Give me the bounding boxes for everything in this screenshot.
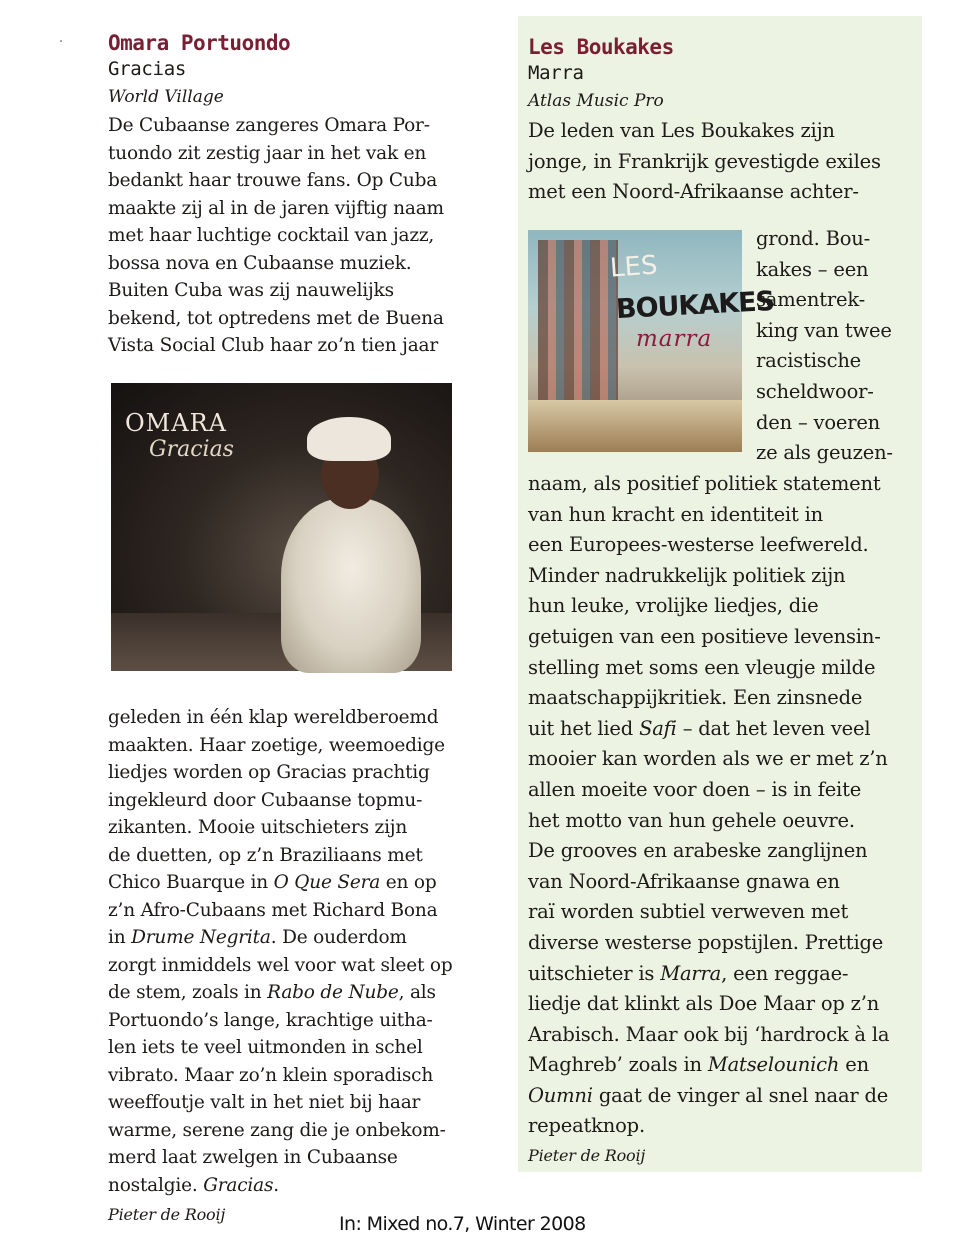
song-title: Rabo de Nube — [267, 982, 399, 1003]
review-body-top — [108, 112, 463, 360]
text-line: stelling met soms een vleugje milde — [528, 655, 876, 679]
song-title: Oumni — [528, 1083, 593, 1107]
text-line: De leden van Les Boukakes zijn — [528, 119, 835, 142]
album-mention: Gracias — [203, 1174, 274, 1196]
cover-band-prefix: LES — [609, 250, 659, 284]
text-line: liedjes worden op Gracias prachtig — [108, 762, 430, 783]
cover-title: OMARA — [125, 409, 227, 437]
text-line: maakte zij al in de jaren vijftig naam — [108, 197, 444, 219]
record-label: World Village — [108, 87, 224, 107]
review-boukakes — [528, 34, 920, 208]
text-line: bekend, tot optredens met de Buena — [108, 307, 444, 329]
album-title: Marra — [528, 62, 584, 84]
artist-title: Les Boukakes — [528, 35, 674, 59]
song-title: Marra — [660, 961, 722, 985]
cover-figure-dress — [281, 498, 421, 673]
cover-sand — [528, 400, 742, 452]
record-label: Atlas Music Pro — [528, 91, 664, 111]
text-line: liedje dat klinkt als Doe Maar op z’n — [528, 992, 880, 1016]
text-line: de duetten, op z’n Braziliaans met — [108, 844, 423, 866]
review-body-top — [528, 116, 920, 208]
cover-building — [538, 240, 618, 410]
text-line: bedankt haar trouwe fans. Op Cuba — [108, 170, 438, 191]
text-line: in Drume Negrita. De ouderdom — [108, 927, 407, 948]
text-line: naam, als positief politiek statement — [528, 472, 881, 495]
review-omara — [108, 30, 463, 360]
text-line: van hun kracht en identiteit in — [528, 502, 823, 526]
text-line: Arabisch. Maar ook bij ‘hardrock à la — [528, 1022, 890, 1046]
text-line: Oumni gaat de vinger al snel naar de — [528, 1083, 889, 1107]
text-line: maakten. Haar zoetige, weemoedige — [108, 734, 445, 756]
text-line: nostalgie. Gracias. — [108, 1174, 279, 1196]
text-line: king van twee — [756, 318, 892, 342]
text-line: met een Noord-Afrikaanse achter- — [528, 180, 859, 204]
song-title: Safi — [639, 716, 677, 740]
cover-band-name: BOUKAKES — [615, 285, 775, 326]
text-line: getuigen van een positieve levensin- — [528, 624, 881, 648]
artist-title: Omara Portuondo — [108, 31, 291, 55]
cover-album-name: marra — [636, 326, 713, 352]
text-line: Portuondo’s lange, krachtige uitha- — [108, 1009, 433, 1031]
text-line: diverse westerse popstijlen. Prettige — [528, 930, 884, 954]
text-line: scheldwoor- — [756, 379, 874, 403]
text-line: merd laat zwelgen in Cubaanse — [108, 1147, 398, 1168]
text-line: De grooves en arabeske zanglijnen — [528, 839, 868, 863]
text-line: den – voeren — [756, 410, 881, 434]
text-line: z’n Afro-Cubaans met Richard Bona — [108, 899, 438, 921]
song-title: Drume Negrita — [131, 927, 271, 948]
text-line: Chico Buarque in O Que Sera en op — [108, 872, 437, 893]
text-line: zikanten. Mooie uitschieters zijn — [108, 817, 408, 838]
cover-figure-headwrap — [307, 417, 391, 461]
text-line: Maghreb’ zoals in Matselounich en — [528, 1053, 869, 1077]
text-line: warme, serene zang die je onbekom- — [108, 1119, 446, 1141]
text-line: ze als geuzen- — [756, 441, 893, 465]
text-line: een Europees-westerse leefwereld. — [528, 533, 869, 557]
text-line: van Noord-Afrikaanse gnawa en — [528, 869, 840, 893]
text-line: mooier kan worden als we er met z’n — [528, 747, 888, 771]
text-line: De Cubaanse zangeres Omara Por- — [108, 115, 430, 136]
text-line: de stem, zoals in Rabo de Nube, als — [108, 982, 436, 1003]
text-line: repeatknop. — [528, 1114, 645, 1138]
text-line: racistische — [756, 349, 862, 373]
text-line: grond. Bou- — [756, 227, 871, 250]
text-line: hun leuke, vrolijke liedjes, die — [528, 594, 819, 618]
text-line: uitschieter is Marra, een reggae- — [528, 961, 849, 985]
author-signature: Pieter de Rooij — [528, 1146, 646, 1166]
text-line: jonge, in Frankrijk gevestigde exiles — [528, 149, 881, 173]
source-citation: In: Mixed no.7, Winter 2008 — [339, 1213, 586, 1235]
text-line: len iets te veel uitmonden in schel — [108, 1037, 423, 1058]
text-line: Buiten Cuba was zij nauwelijks — [108, 280, 394, 301]
scan-speck — [60, 40, 62, 42]
text-line: zorgt inmiddels wel voor wat sleet op — [108, 954, 453, 976]
album-title: Gracias — [108, 58, 186, 80]
text-line: allen moeite voor doen – is in feite — [528, 777, 862, 801]
text-line: weeffoutje valt in het niet bij haar — [108, 1092, 421, 1113]
text-line: uit het lied Safi – dat het leven veel — [528, 716, 871, 740]
text-line: vibrato. Maar zo’n klein sporadisch — [108, 1064, 434, 1086]
song-title: Matselounich — [707, 1053, 840, 1077]
text-line: samentrek- — [756, 288, 865, 312]
text-line: raï worden subtiel verweven met — [528, 900, 849, 924]
album-cover-omara — [111, 383, 452, 671]
text-line: kakes – een — [756, 257, 869, 281]
review-body-bottom — [528, 469, 920, 1168]
text-line: het motto van hun gehele oeuvre. — [528, 808, 855, 832]
review-body-bottom — [108, 704, 463, 1227]
text-line: bossa nova en Cubaanse muziek. — [108, 252, 412, 274]
text-line: Minder nadrukkelijk politiek zijn — [528, 563, 846, 587]
song-title: O Que Sera — [273, 872, 381, 893]
album-cover-boukakes — [528, 230, 775, 452]
text-line: Vista Social Club haar zo’n tien jaar — [108, 335, 439, 356]
text-line: maatschappijkritiek. Een zinsnede — [528, 686, 863, 710]
text-line: ingekleurd door Cubaanse topmu- — [108, 789, 423, 811]
author-signature: Pieter de Rooij — [108, 1205, 226, 1224]
cover-subtitle: Gracias — [149, 437, 234, 462]
text-line: met haar luchtige cocktail van jazz, — [108, 225, 435, 246]
review-wrap-text — [756, 224, 920, 469]
text-line: geleden in één klap wereldberoemd — [108, 707, 439, 728]
text-line: tuondo zit zestig jaar in het vak en — [108, 142, 427, 164]
